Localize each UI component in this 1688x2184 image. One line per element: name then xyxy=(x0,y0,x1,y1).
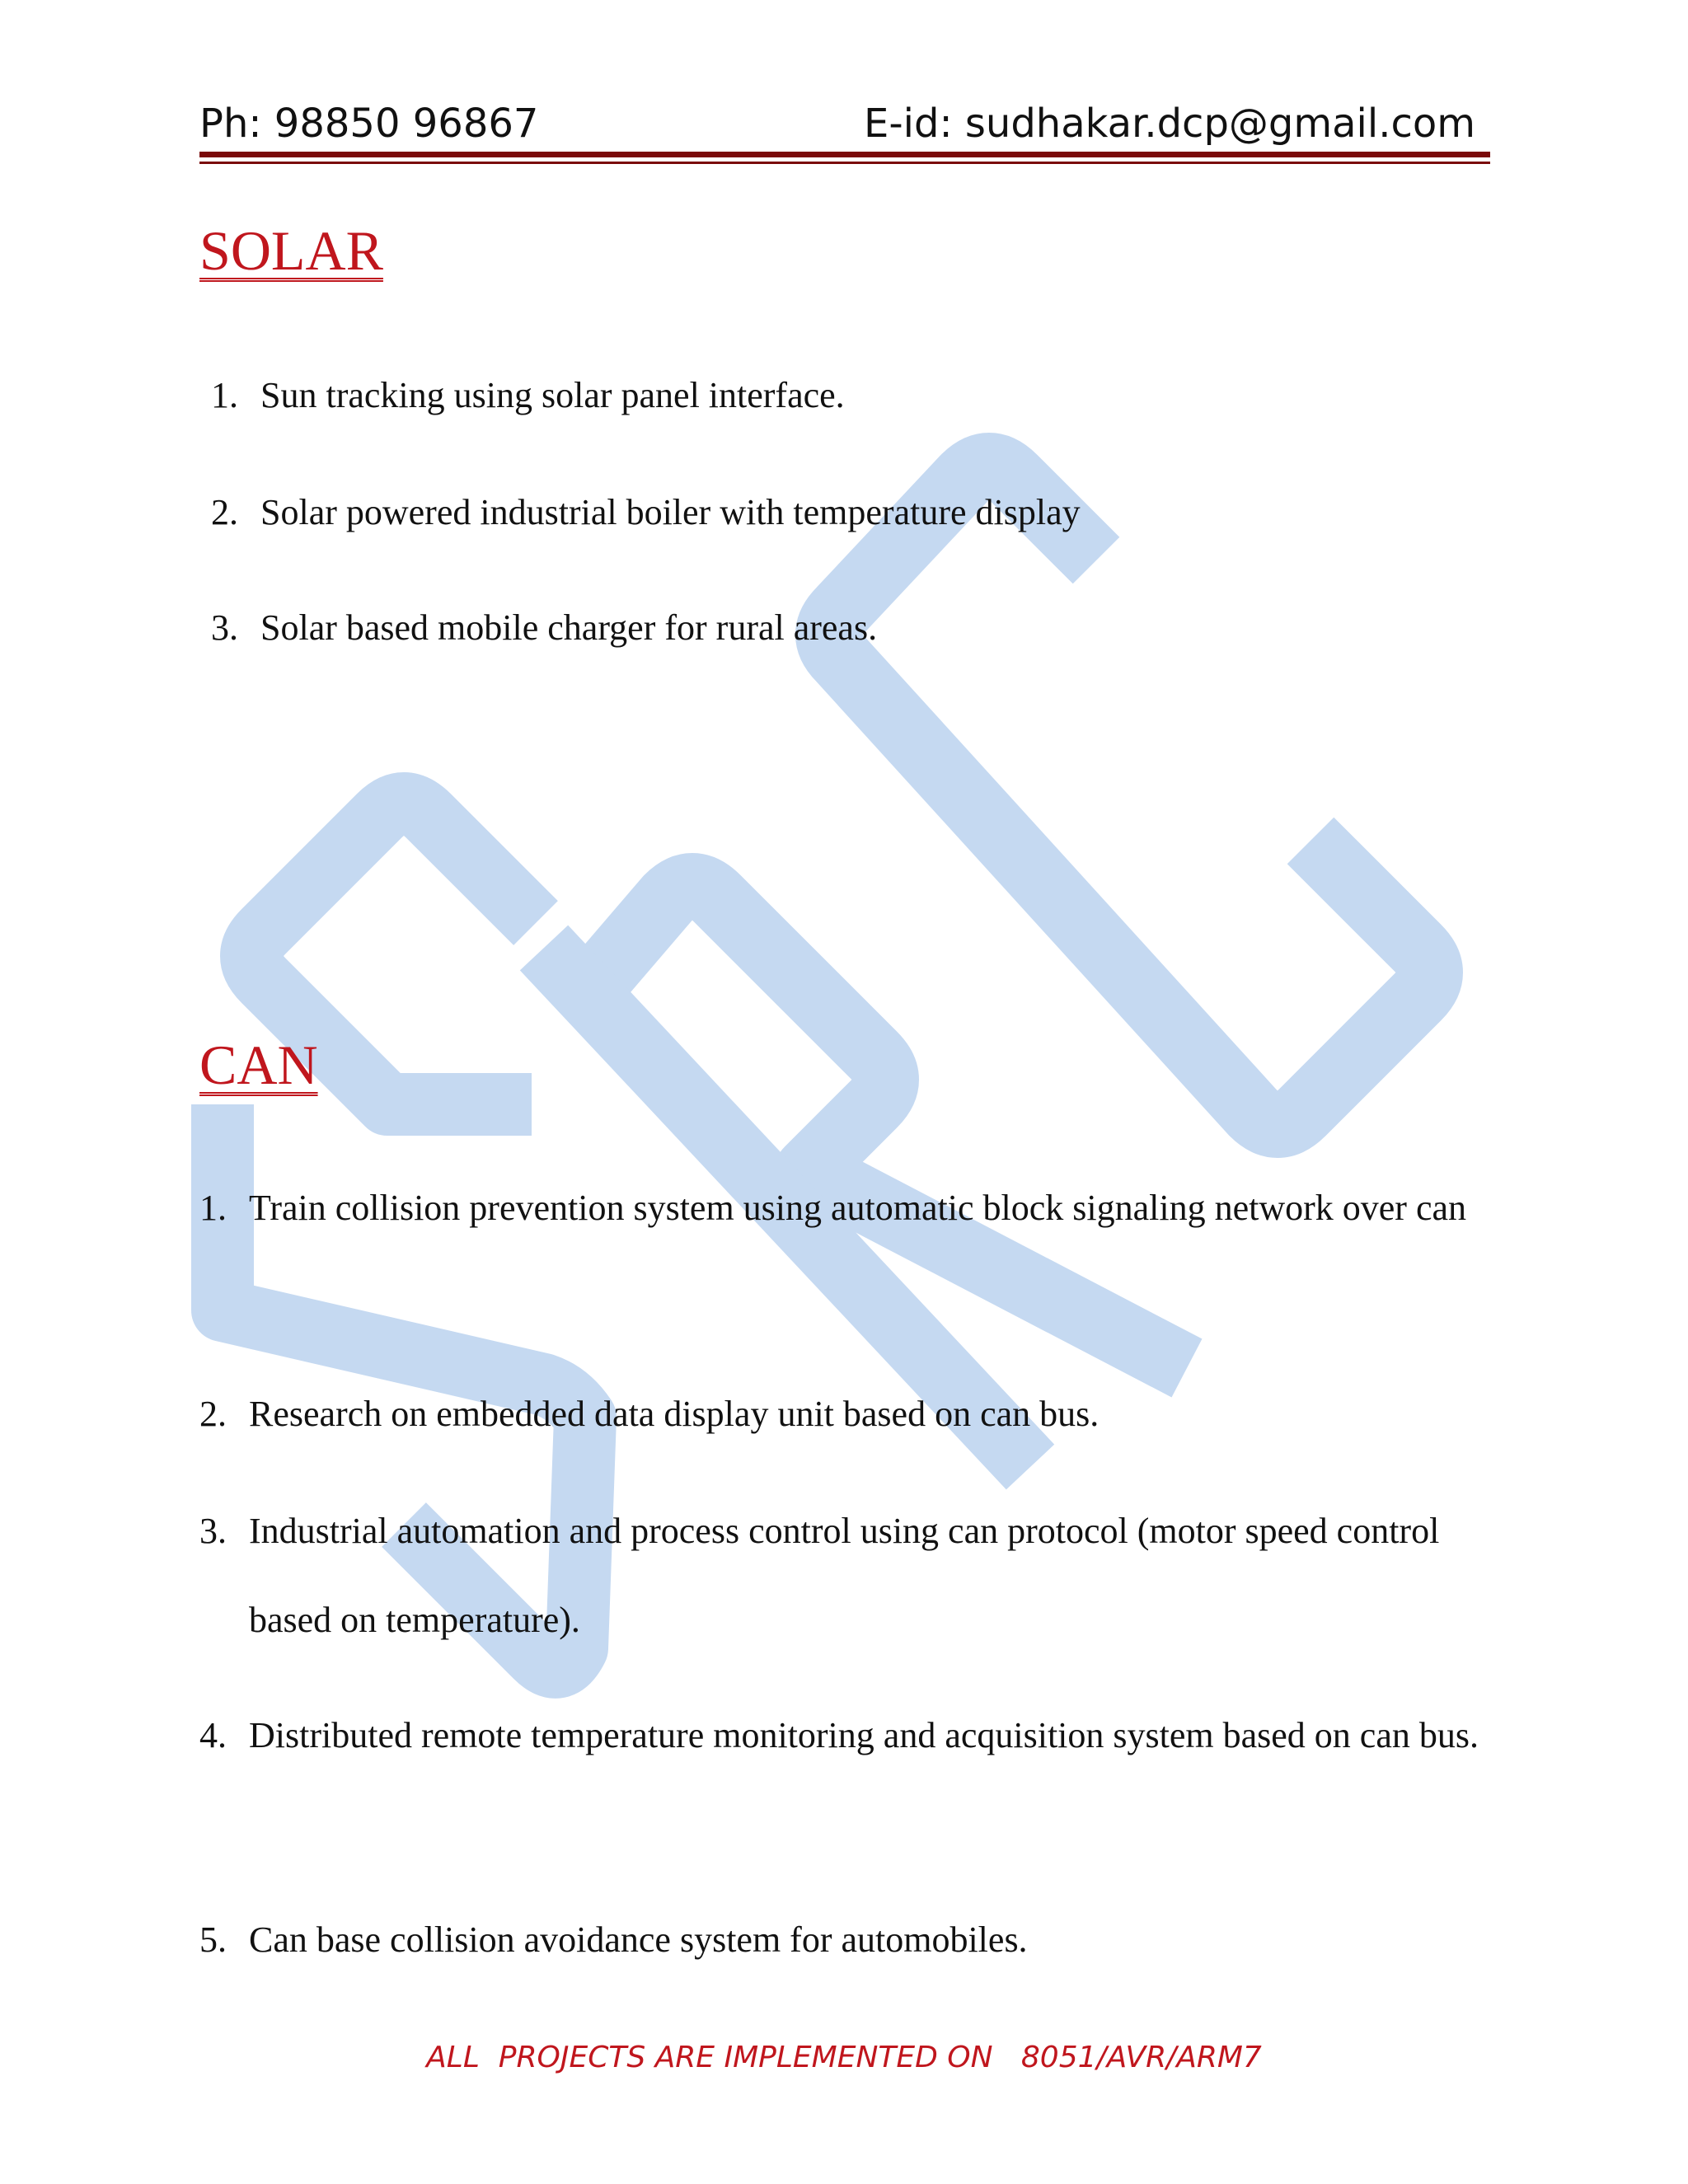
list-item-number: 2. xyxy=(211,492,238,532)
list-item-number: 4. xyxy=(199,1715,227,1755)
phone-number: Ph: 98850 96867 xyxy=(199,101,539,147)
list-item-number: 2. xyxy=(199,1394,227,1434)
list-item-number: 3. xyxy=(211,607,238,648)
section-title-can: CAN xyxy=(199,1033,318,1096)
list-item-text: Solar powered industrial boiler with temperature display xyxy=(260,492,1081,532)
header-rule-thick xyxy=(199,152,1490,157)
list-item-can-4 xyxy=(199,1691,1510,1780)
list-item-can-1 xyxy=(199,1164,1510,1253)
list-item-can-2 xyxy=(199,1370,1510,1459)
list-item-text: Solar based mobile charger for rural areas. xyxy=(260,607,878,648)
list-item-can-3 xyxy=(199,1487,1510,1665)
list-item-number: 5. xyxy=(199,1919,227,1960)
list-item-text: Train collision prevention system using automatic block signaling network over can xyxy=(249,1188,1467,1228)
list-item-solar-3 xyxy=(211,583,877,673)
list-item-text: Distributed remote temperature monitoring and acquisition system based on can bus. xyxy=(249,1715,1479,1755)
list-item-text: Sun tracking using solar panel interface. xyxy=(260,375,845,415)
email-address: E-id: sudhakar.dcp@gmail.com xyxy=(864,101,1475,147)
list-item-text: Research on embedded data display unit based on can bus. xyxy=(249,1394,1100,1434)
page-footer: ALL PROJECTS ARE IMPLEMENTED ON 8051/AVR/ARM7 xyxy=(426,2041,1262,2074)
list-item-solar-1 xyxy=(211,351,845,440)
header-rule-thin xyxy=(199,162,1490,164)
section-title-solar: SOLAR xyxy=(199,219,383,282)
list-item-text: Can base collision avoidance system for automobiles. xyxy=(249,1919,1028,1960)
list-item-number: 3. xyxy=(199,1511,227,1551)
list-item-number: 1. xyxy=(211,375,238,415)
list-item-solar-2 xyxy=(211,468,1081,557)
list-item-text: Industrial automation and process control using can protocol (motor speed control based on temperature). xyxy=(249,1511,1440,1640)
list-item-number: 1. xyxy=(199,1188,227,1228)
list-item-can-5 xyxy=(199,1896,1510,1985)
